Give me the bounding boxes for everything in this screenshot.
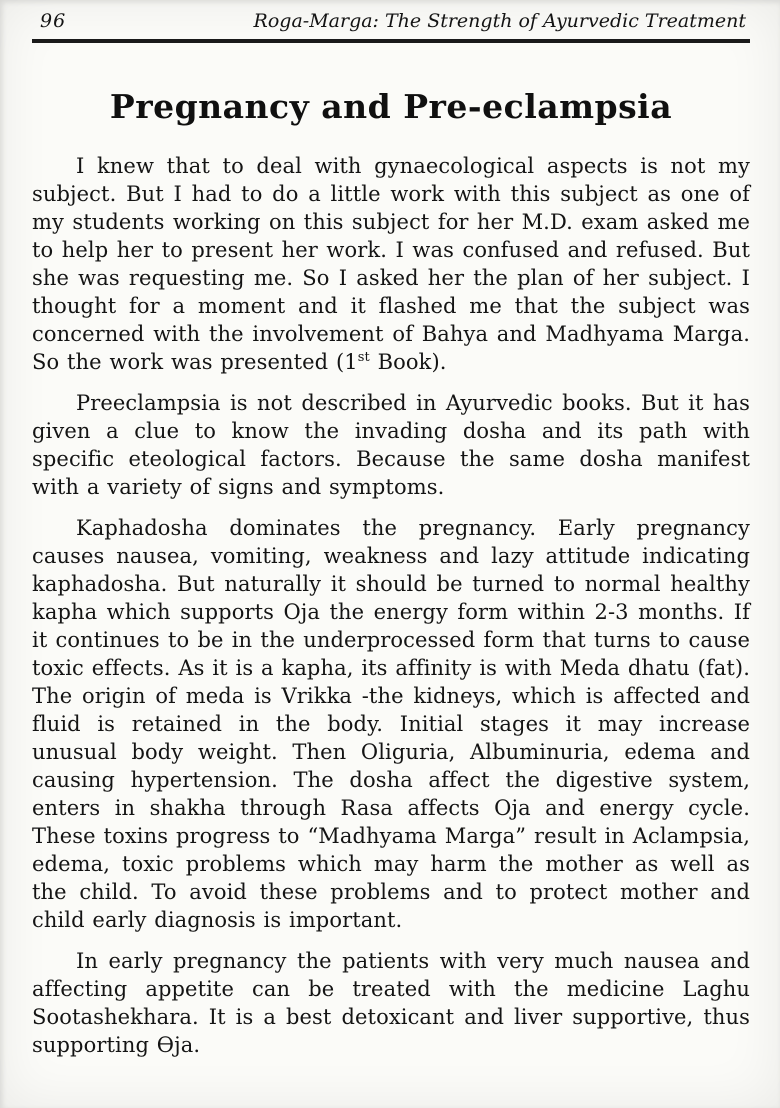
page-header: [32, 6, 750, 39]
header-rule: [32, 39, 750, 43]
paragraph-2: Preeclampsia is not described in Ayurvedic books. But it has given a clue to know the invading dosha and its path with specific eteological factors. Because the same dosha manifest with a variety of signs and symptoms.: [32, 391, 750, 499]
page-number: 96: [40, 10, 67, 32]
chapter-title: Pregnancy and Pre-eclampsia: [109, 87, 673, 126]
running-title: Roga-Marga: The Strength of Ayurvedic Treatment: [253, 10, 746, 32]
paragraph-1: [32, 152, 750, 376]
body-text: [32, 152, 750, 1059]
paragraph-1-text: I knew that to deal with gynaecological aspects is not my subject. But I had to do a little work with this subject as one of my students working on this subject for her M.D. exam asked me to help her to present her work. I was confused and refused. But she was requesting me. So I asked her the plan of her subject. I thought for a moment and it flashed me that the subject was concerned with the involvement of Bahya and Madhyama Marga. So the work was presented (1: [32, 154, 750, 374]
ordinal-superscript: st: [357, 350, 370, 365]
paragraph-3: Kaphadosha dominates the pregnancy. Early pregnancy causes nausea, vomiting, weakness and lazy attitude indicating kaphadosha. But naturally it should be turned to normal healthy kapha which supports Oja the energy form within 2-3 months. If it continues to be in the underprocessed form that turns to cause toxic effects. As it is a kapha, its affinity is with Meda dhatu (fat). The origin of meda is Vrikka -the kidneys, which is affected and fluid is retained in the body. Initial stages it may increase unusual body weight. Then Oliguria, Albuminuria, edema and causing hypertension. The dosha affect the digestive system, enters in shakha through Rasa affects Oja and energy cycle. These toxins progress to “Madhyama Marga” result in Aclampsia, edema, toxic problems which may harm the mother as well as the child. To avoid these problems and to protect mother and child early diagnosis is important.: [32, 516, 750, 932]
paragraph-4: In early pregnancy the patients with very much nausea and affecting appetite can be treated with the medicine Laghu Sootashekhara. It is a best detoxicant and liver supportive, thus supporting Ɵja.: [32, 949, 750, 1057]
paragraph-1-text-end: Book).: [369, 350, 447, 374]
